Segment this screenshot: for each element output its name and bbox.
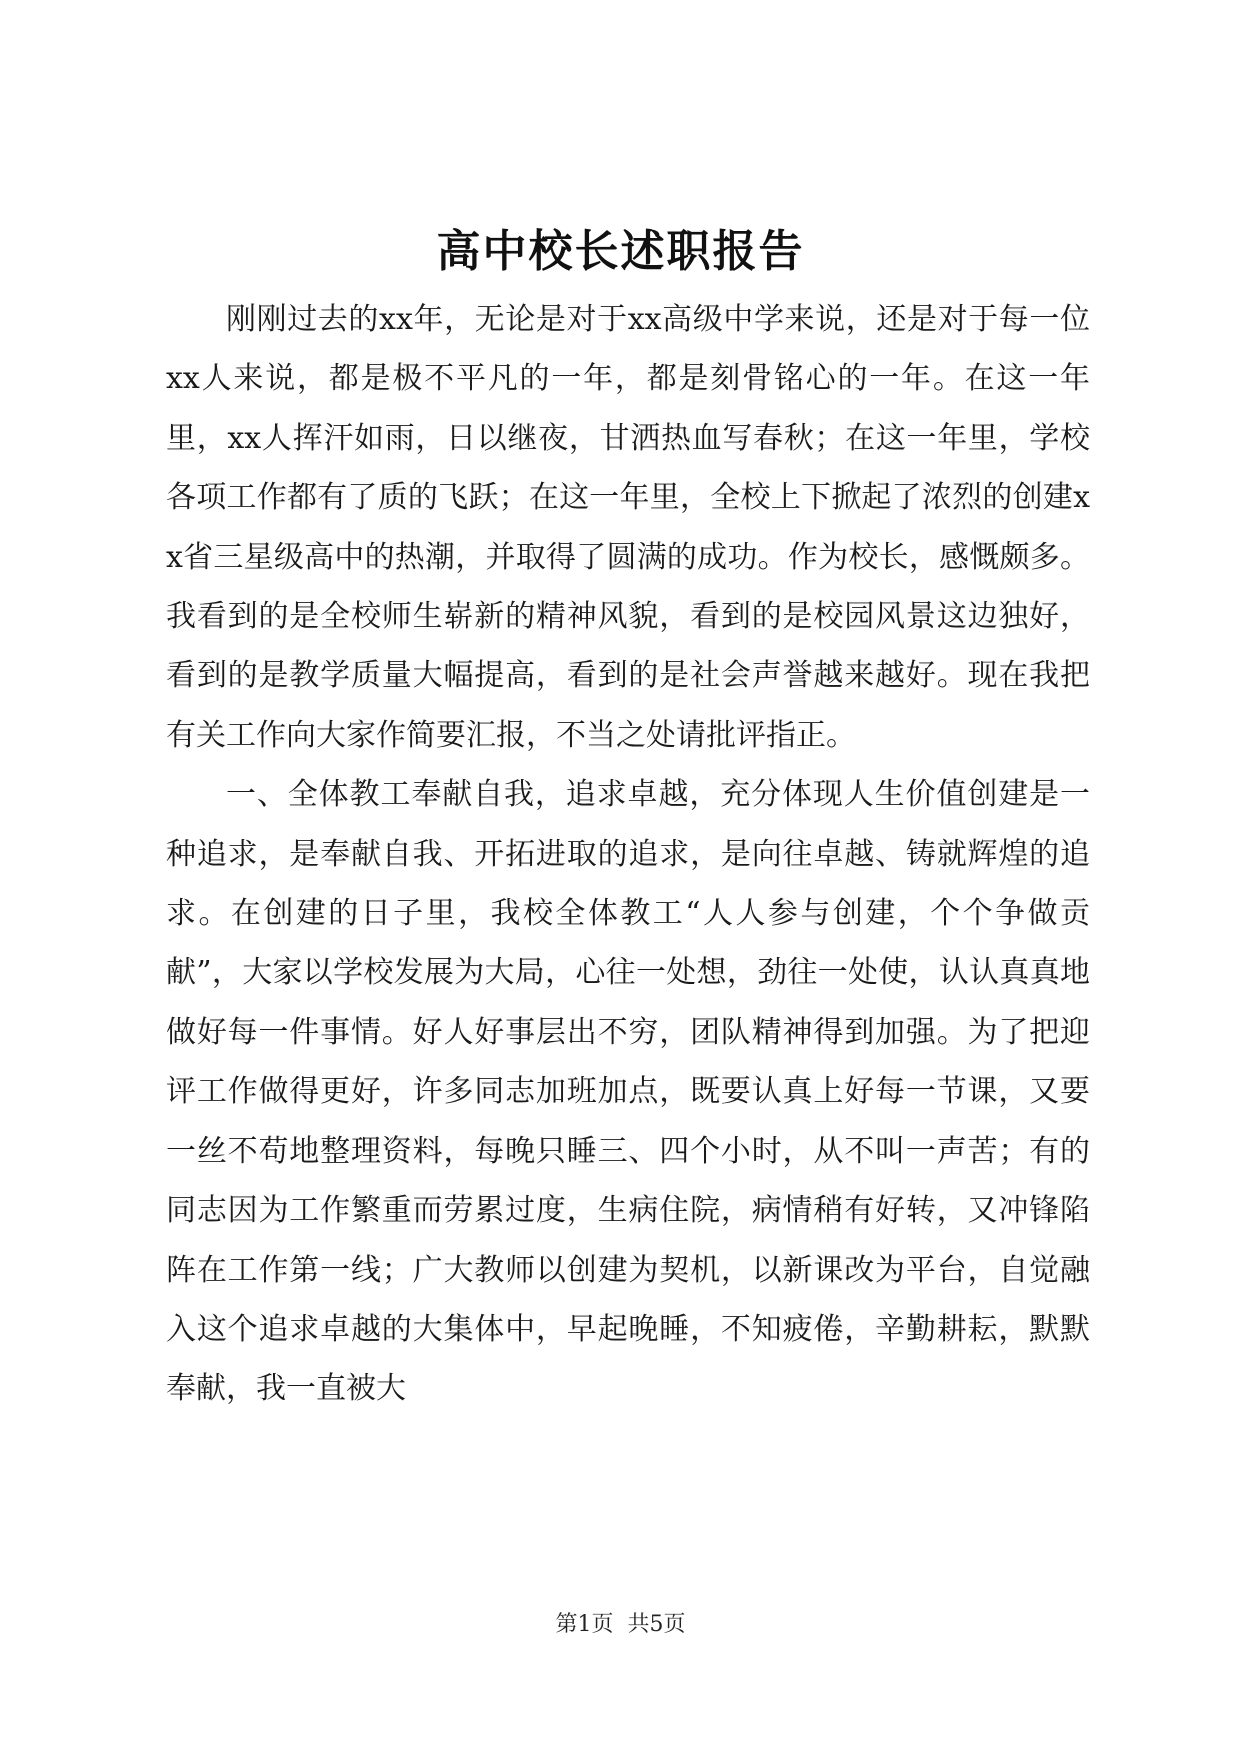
- paragraph-intro: 刚刚过去的xx年，无论是对于xx高级中学来说，还是对于每一位xx人来说，都是极不平凡的一年，都是刻骨铭心的一年。在这一年里，xx人挥汗如雨，日以继夜，甘洒热血写春秋；在这一年里，学校各项工作都有了质的飞跃；在这一年里，全校上下掀起了浓烈的创建xx省三星级高中的热潮，并取得了圆满的成功。作为校长，感慨颇多。我看到的是全校师生崭新的精神风貌，看到的是校园风景这边独好，看到的是教学质量大幅提高，看到的是社会声誉越来越好。现在我把有关工作向大家作简要汇报，不当之处请批评指正。: [166, 302, 1090, 753]
- paragraph-section-one: 一、全体教工奉献自我，追求卓越，充分体现人生价值创建是一种追求，是奉献自我、开拓进取的追求，是向往卓越、铸就辉煌的追求。在创建的日子里，我校全体教工“人人参与创建，个个争做贡献”，大家以学校发展为大局，心往一处想，劲往一处使，认认真真地做好每一件事情。好人好事层出不穷，团队精神得到加强。为了把迎评工作做得更好，许多同志加班加点，既要认真上好每一节课，又要一丝不苟地整理资料，每晚只睡三、四个小时，从不叫一声苦；有的同志因为工作繁重而劳累过度，生病住院，病情稍有好转，又冲锋陷阵在工作第一线；广大教师以创建为契机，以新课改为平台，自觉融入这个追求卓越的大集体中，早起晚睡，不知疲倦，辛勤耕耘，默默奉献，我一直被大: [166, 777, 1090, 1407]
- document-title: 高中校长述职报告: [436, 226, 805, 277]
- page-footer: [0, 1610, 1241, 1640]
- page-number: 第1页: [555, 1612, 614, 1637]
- page-total: 共5页: [627, 1612, 686, 1637]
- document-body: [166, 290, 1090, 1419]
